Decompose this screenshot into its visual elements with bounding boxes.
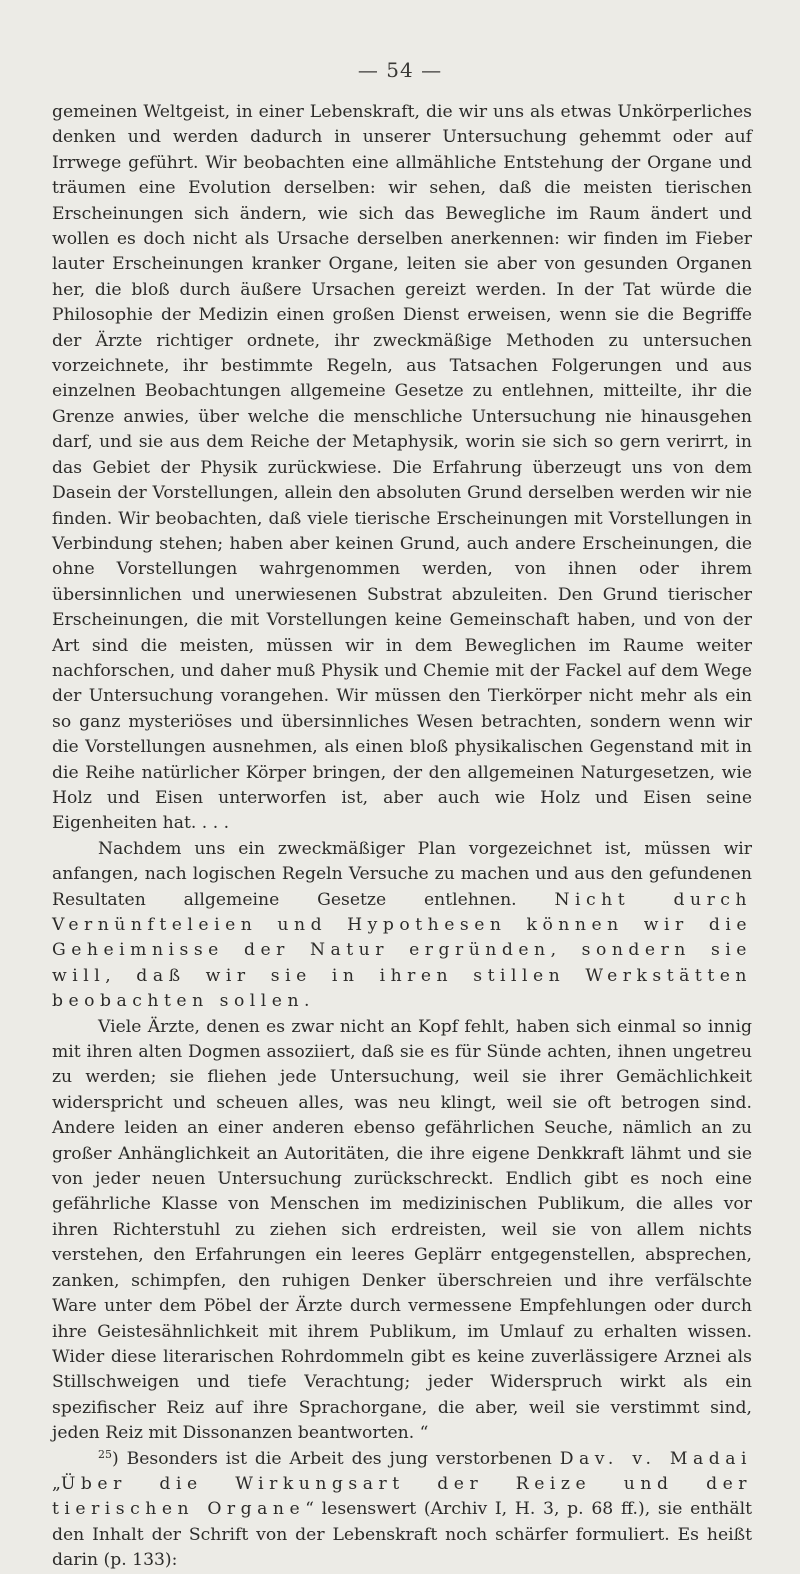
footnote-text-1: ) Besonders ist die Arbeit des jung verstorbenen xyxy=(112,1448,560,1469)
paragraph-3: Viele Ärzte, denen es zwar nicht an Kopf fehlt, haben sich einmal so innig mit ihren alten Dogmen assoziiert, daß sie es für Sünde achten, ihnen ungetreu zu werden; sie fliehen jede Untersuchung, weil sie ihrer Gemächlichkeit widerspricht und scheuen alles, was neu klingt, weil sie oft betrogen sind. Andere leiden an einer anderen ebenso gefährlichen Seuche, nämlich an zu großer Anhänglichkeit an Autoritäten, die ihre eigene Denkkraft lähmt und sie von jeder neuen Untersuchung zurückschreckt. Endlich gibt es noch eine gefährliche Klasse von Menschen im medizinischen Publikum, die alles vor ihren Richterstuhl zu ziehen sich erdreisten, weil sie von allem nichts verstehen, den Erfahrungen ein leeres Geplärr entgegenstellen, absprechen, zanken, schimpfen, den ruhigen Denker überschreien und ihre verfälschte Ware unter dem Pöbel der Ärzte durch vermessene Empfehlungen oder durch ihre Geistesähnlichkeit mit ihrem Publikum, im Umlauf zu erhalten wissen. Wider diese literarischen Rohrdommeln gibt es keine zuverlässigere Arznei als Stillschweigen und tiefe Verachtung; jeder Widerspruch wirkt als ein spezifischer Reiz auf ihre Sprachorgane, die aber, weil sie verstimmt sind, jeden Reiz mit Dissonanzen beantworten. “ xyxy=(52,1016,752,1444)
page-number: — 54 — xyxy=(357,58,443,82)
footnote-text-2: „ xyxy=(52,1473,61,1494)
paragraph-1: gemeinen Weltgeist, in einer Lebenskraft, die wir uns als etwas Unkörperliches denken und werden dadurch in unserer Untersuchung gehemmt oder auf Irrwege geführt. Wir beobachten eine allmähliche Entstehung der Organe und träumen eine Evolution derselben: wir sehen, daß die meisten tierischen Erscheinungen sich ändern, wie sich das Bewegliche im Raum ändert und wollen es doch nicht als Ursache derselben anerkennen: wir finden im Fieber lauter Erscheinungen kranker Organe, leiten sie aber von gesunden Organen her, die bloß durch äußere Ursachen gereizt werden. In der Tat würde die Philosophie der Medizin einen großen Dienst erweisen, wenn sie die Begriffe der Ärzte richtiger ordnete, ihr zweckmäßige Methoden zu untersuchen vorzeichnete, ihr bestimmte Regeln, aus Tatsachen Folgerungen und aus einzelnen Beobachtungen allgemeine Gesetze zu entlehnen, mitteilte, ihr die Grenze anwies, über welche die menschliche Untersuchung nie hinausgehen darf, und sie aus dem Reiche der Metaphysik, worin sie sich so gern verirrt, in das Gebiet der Physik zurückwiese. Die Erfahrung überzeugt uns von dem Dasein der Vorstellungen, allein den absoluten Grund derselben werden wir nie finden. Wir beobachten, daß viele tierische Erscheinungen mit Vorstellungen in Verbindung stehen; haben aber keinen Grund, auch andere Erscheinungen, die ohne Vorstellungen wahrgenommen werden, von ihnen oder ihrem übersinnlichen und unerwiesenen Substrat abzuleiten. Den Grund tierischer Erscheinungen, die mit Vorstellungen keine Gemeinschaft haben, und von der Art sind die meisten, müssen wir in dem Beweglichen im Raume weiter nachforschen, und daher muß Physik und Chemie mit der Fackel auf dem Wege der Untersuchung vorangehen. Wir müssen den Tierkörper nicht mehr als ein so ganz mysteriöses und übersinnliches Wesen betrachten, sondern wenn wir die Vorstellungen ausnehmen, als einen bloß physikalischen Gegenstand mit in die Reihe natürlicher Körper bringen, der den allgemeinen Naturgesetzen, wie Holz und Eisen unterworfen ist, aber auch wie Holz und Eisen seine Eigenheiten hat. . . . xyxy=(52,102,752,834)
footnote-title: Über die Wirkungsart der Reize und der tierischen Organe xyxy=(52,1473,752,1520)
paragraph-2-emphasis: Nicht durch Vernünfteleien und Hypothesen können wir die Geheimnisse der Natur ergründen, sondern sie will, daß wir sie in ihren stillen Werkstätten beobachten sollen. xyxy=(52,889,752,1012)
paragraph-2-text: Nachdem uns ein zweckmäßiger Plan vorgezeichnet ist, müssen wir anfangen, nach logischen Regeln Versuche zu machen und aus den gefundenen Resultaten allgemeine Gesetze entlehnen. xyxy=(52,838,752,910)
footnote-text-3: “ lesenswert (Archiv I, H. 3, p. 68 ff.), sie enthält den Inhalt der Schrift von der Lebenskraft noch schärfer formuliert. Es heißt darin (p. 133): xyxy=(52,1499,752,1571)
footnote-author: Dav. v. Madai xyxy=(559,1448,752,1469)
footnote-mark: 25 xyxy=(98,1447,112,1461)
footnote-paragraph xyxy=(52,1447,752,1574)
paragraph-2 xyxy=(52,837,752,1015)
